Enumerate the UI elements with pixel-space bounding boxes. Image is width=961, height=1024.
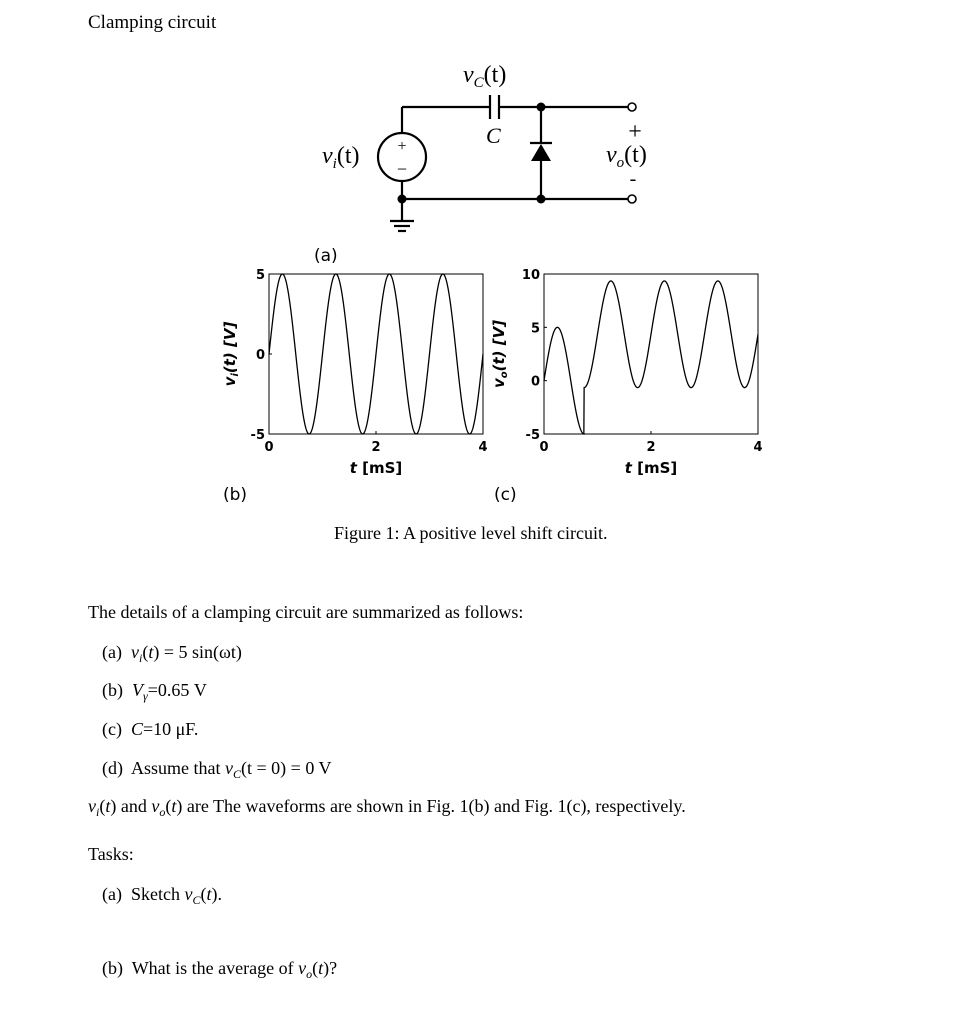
vi-xlabel: t [mS]: [349, 459, 403, 477]
diode-symbol: [531, 144, 551, 161]
intro-text: The details of a clamping circuit are summarized as follows:: [88, 602, 524, 622]
source-plus: +: [397, 138, 407, 155]
vi-ytick-label: -5: [250, 428, 265, 443]
vi-xtick-label: 0: [264, 440, 274, 455]
tasks-heading: Tasks:: [88, 844, 134, 864]
vo-xtick-label: 4: [753, 440, 763, 455]
sublabel-c: (c): [494, 485, 517, 505]
vi-ytick-label: 5: [255, 268, 265, 283]
vo-ytick-label: 0: [530, 374, 540, 390]
vo-xtick-label: 2: [646, 440, 656, 455]
summary-text: $v_i(t)$ and $v_o(t)$ are The waveforms are shown in Fig. 1(b) and Fig. 1(c), respectively.: [88, 796, 686, 819]
figure-caption: Figure 1: A positive level shift circuit.: [334, 523, 608, 543]
vo-ylabel: $v_o(t)$ [V]: [490, 319, 510, 389]
sublabel-a: (a): [314, 246, 338, 266]
vo-ytick-label: -5: [525, 428, 540, 443]
vi-ytick-label: 0: [255, 348, 265, 363]
plot-vo: [490, 262, 780, 510]
capacitor-label: C: [486, 123, 501, 148]
output-plus: +: [628, 119, 642, 145]
clamp-circuit-diagram: [300, 55, 680, 270]
vc-label: $v_C(t)$: [463, 62, 507, 91]
source-minus: −: [396, 159, 408, 179]
detail-d: (d) Assume that $v_C(t = 0) = 0$ V: [102, 758, 332, 781]
vo-label: $v_o(t)$: [606, 142, 647, 171]
output-minus: -: [629, 168, 637, 190]
vi-ylabel: $v_i(t)$ [V]: [221, 321, 241, 387]
sublabel-b: (b): [223, 485, 248, 505]
task-a: (a) Sketch $v_C(t)$.: [102, 884, 223, 907]
detail-c: (c) C=10 μF.: [102, 719, 199, 739]
task-b: (b) What is the average of $v_o(t)$?: [102, 958, 338, 981]
vo-ytick-label: 10: [521, 268, 540, 283]
vo-ytick-label: 5: [530, 321, 540, 337]
vo-xtick-label: 0: [539, 440, 549, 455]
vi-xtick-label: 4: [478, 440, 488, 455]
detail-b: (b) $V_\gamma=0.65$ V: [102, 680, 207, 703]
vo-xlabel: t [mS]: [624, 459, 678, 477]
plot-vi: [215, 262, 505, 510]
detail-a: (a) $v_i(t) = 5$ sin(ωt): [102, 642, 242, 665]
vi-label: $v_i(t)$: [322, 143, 360, 172]
section-title: Clamping circuit: [88, 12, 217, 33]
vi-xtick-label: 2: [371, 440, 381, 455]
